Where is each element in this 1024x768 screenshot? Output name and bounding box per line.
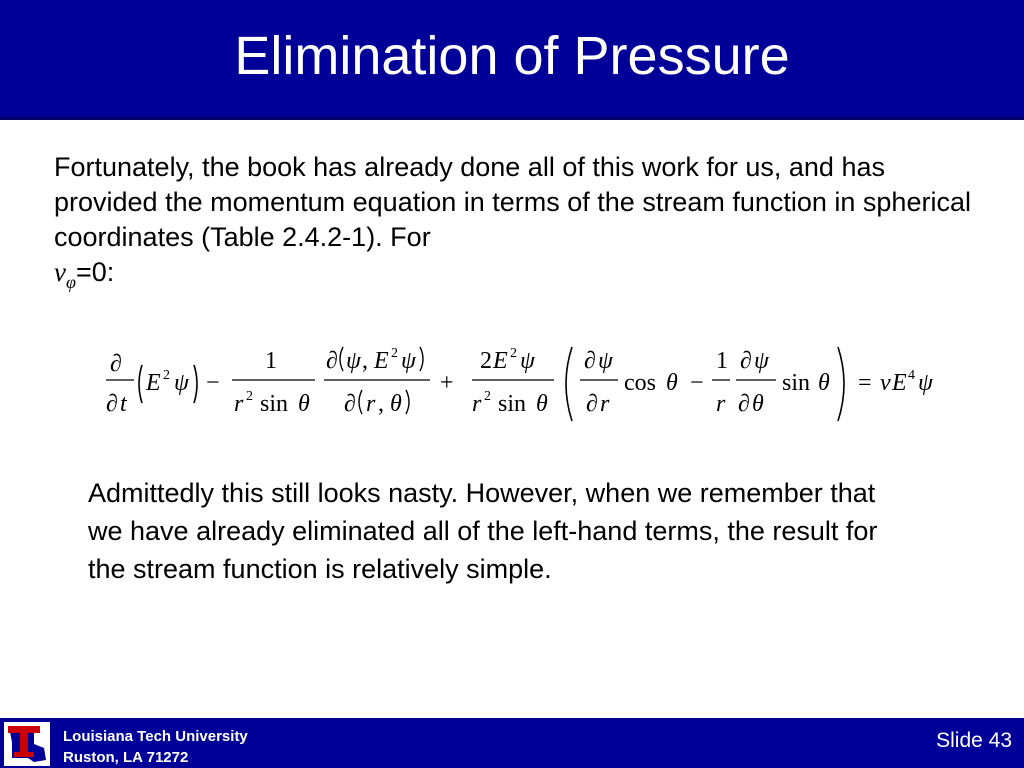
eq-plus: + (440, 370, 454, 396)
eq-big-paren-open (566, 347, 572, 421)
svg-text:∂: ∂ (738, 391, 750, 417)
svg-text:,: , (378, 391, 384, 417)
eq-paren-open-1 (139, 365, 142, 403)
eq-theta-1: θ (298, 391, 310, 417)
eq-paren-close-1 (194, 365, 197, 403)
svg-text:E: E (493, 348, 508, 374)
eq-partial-2: ∂ (326, 348, 338, 374)
svg-text:1: 1 (716, 348, 728, 374)
eq-one-1: 1 (265, 348, 277, 374)
svg-text:ψ: ψ (598, 348, 613, 374)
svg-text:∂: ∂ (584, 348, 596, 374)
svg-text:2: 2 (391, 346, 398, 361)
svg-text:−: − (690, 370, 704, 396)
svg-text:ψ: ψ (918, 370, 933, 396)
eq-psi-2: ψ (346, 348, 361, 374)
intro-suffix: =0: (75, 257, 115, 287)
svg-text:θ: θ (666, 370, 678, 396)
svg-text:∂: ∂ (344, 391, 356, 417)
svg-text:r: r (716, 391, 726, 417)
svg-text:2: 2 (510, 346, 517, 361)
svg-text:cos: cos (624, 370, 656, 396)
svg-text:,: , (362, 348, 368, 374)
svg-text:ψ: ψ (754, 348, 769, 374)
svg-text:E: E (892, 370, 907, 396)
footer-bar (0, 715, 1024, 768)
phi-subscript: φ (65, 272, 76, 292)
eq-minus-1: − (206, 370, 220, 396)
eq-t: t (120, 391, 127, 417)
svg-text:ψ: ψ (520, 348, 535, 374)
university-name: Louisiana Tech University Ruston, LA 71272 (63, 728, 248, 766)
eq-big-paren-close (838, 347, 844, 421)
eq-partial-den: ∂ (106, 391, 118, 417)
svg-text:r: r (600, 391, 610, 417)
intro-text: Fortunately, the book has already done all of this work for us, and has provided the momentum equation in terms of the stream function in spherical coordinates (Table 2.4.2-1). For (54, 152, 971, 252)
intro-paragraph (54, 150, 994, 300)
eq-partial-num: ∂ (110, 351, 122, 377)
conclusion-paragraph: Admittedly this still looks nasty. However, when we remember that we have already eliminated all of the left-hand terms, the result for the stream function is relatively simple. (88, 478, 878, 584)
svg-text:2: 2 (484, 389, 491, 404)
svg-text:E: E (374, 348, 389, 374)
slide-number: Slide 43 (936, 729, 1012, 752)
eq-r-sq-1: 2 (246, 389, 253, 404)
svg-text:θ: θ (752, 391, 764, 417)
svg-text:4: 4 (908, 368, 915, 383)
eq-psi: ψ (174, 370, 189, 396)
svg-text:θ: θ (818, 370, 830, 396)
v-variable: v (54, 257, 66, 287)
svg-text:sin: sin (782, 370, 811, 396)
stream-function-equation (100, 335, 960, 435)
louisiana-tech-logo-icon (4, 722, 50, 766)
svg-text:r: r (472, 391, 482, 417)
eq-sq: 2 (163, 368, 170, 383)
svg-text:ν: ν (880, 370, 891, 396)
svg-text:=: = (858, 370, 872, 396)
svg-text:r: r (366, 391, 376, 417)
eq-E: E (146, 370, 161, 396)
svg-text:2: 2 (480, 348, 492, 374)
svg-text:ψ: ψ (401, 348, 416, 374)
svg-text:sin: sin (498, 391, 527, 417)
svg-text:∂: ∂ (586, 391, 598, 417)
svg-text:θ: θ (390, 391, 402, 417)
svg-text:∂: ∂ (740, 348, 752, 374)
slide-title: Elimination of Pressure (234, 26, 790, 86)
svg-text:θ: θ (536, 391, 548, 417)
eq-r-1: r (234, 391, 244, 417)
title-bar (0, 0, 1024, 120)
eq-sin-1: sin (260, 391, 289, 417)
